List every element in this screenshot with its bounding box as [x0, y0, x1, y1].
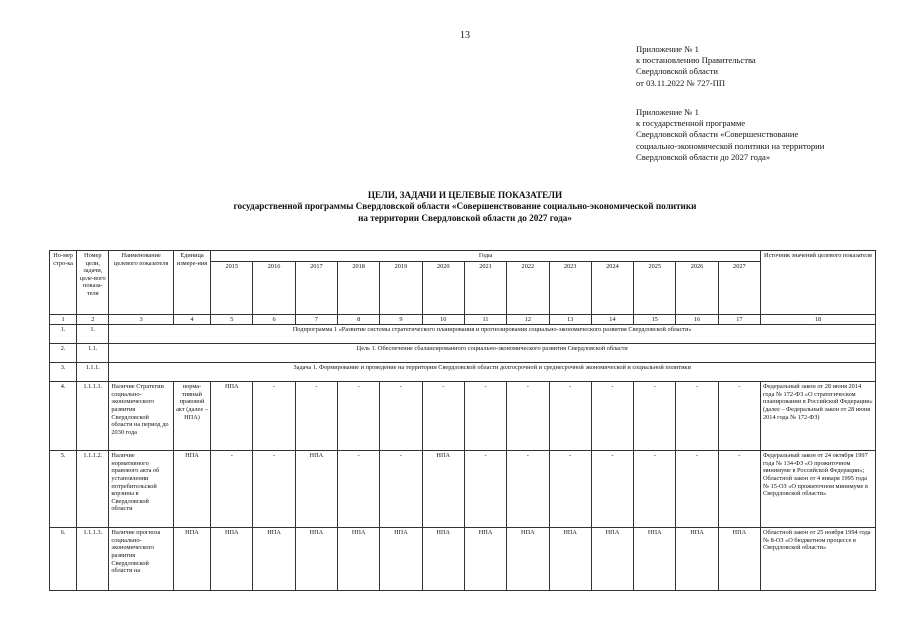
row-number: 3. — [50, 363, 77, 382]
header-year: 2024 — [591, 261, 633, 314]
year-value: - — [464, 382, 506, 451]
header-year: 2019 — [380, 261, 422, 314]
goals-indicators-table — [49, 250, 876, 591]
header-year: 2017 — [295, 261, 337, 314]
column-number-row — [50, 314, 876, 325]
subprogram-row — [50, 325, 876, 344]
year-value: - — [507, 451, 549, 528]
year-value: НПА — [549, 528, 591, 591]
goal-code: 1.1.1.3. — [77, 528, 109, 591]
header-year: 2015 — [211, 261, 253, 314]
header-source: Источник значений целевого показателя — [761, 251, 876, 315]
title-line: государственной программы Свердловской области «Совершенствование социально-экономической политики — [233, 201, 697, 212]
column-number: 18 — [761, 314, 876, 325]
column-number: 3 — [109, 314, 173, 325]
goal-code: 1.1.1.2. — [77, 451, 109, 528]
goal-code: 1.1. — [77, 344, 109, 363]
appendix-line: Свердловской области до 2027 года» — [636, 151, 771, 162]
column-number: 7 — [295, 314, 337, 325]
row-number: 2. — [50, 344, 77, 363]
table-row — [50, 528, 876, 591]
column-number: 11 — [464, 314, 506, 325]
task-row — [50, 363, 876, 382]
year-value: - — [718, 382, 760, 451]
header-year: 2016 — [253, 261, 295, 314]
year-value: НПА — [422, 528, 464, 591]
unit: норма-тивный правовой акт (далее – НПА) — [173, 382, 210, 451]
source-text: Областной закон от 25 ноября 1994 года № 8-ОЗ «О бюджетном процессе в Свердловской области» — [761, 528, 876, 591]
column-number: 1 — [50, 314, 77, 325]
year-value: НПА — [591, 528, 633, 591]
year-value: - — [634, 451, 676, 528]
appendix-line: Свердловской области — [636, 66, 719, 77]
goal-code: 1.1.1. — [77, 363, 109, 382]
year-value: НПА — [634, 528, 676, 591]
year-value: НПА — [507, 528, 549, 591]
year-value: - — [718, 451, 760, 528]
appendix-line: от 03.11.2022 № 727-ПП — [636, 77, 726, 88]
column-number: 17 — [718, 314, 760, 325]
appendix-line: Приложение № 1 — [636, 107, 699, 117]
subprogram-title: Подпрограмма 1 «Развитие системы стратегического планирования и прогнозирования социально-экономического развития Свердловской области» — [109, 325, 876, 344]
year-value: НПА — [718, 528, 760, 591]
header-years-group: Годы — [211, 251, 761, 262]
year-value: НПА — [380, 528, 422, 591]
year-value: НПА — [464, 528, 506, 591]
year-value: НПА — [253, 528, 295, 591]
goal-row — [50, 344, 876, 363]
year-value: - — [634, 382, 676, 451]
row-number: 6. — [50, 528, 77, 591]
source-text: Федеральный закон от 28 июня 2014 года № 172-ФЗ «О стратегическом планировании в Российской Федерации» (далее – Федеральный закон от 28 июня 2014 года № 172-ФЗ) — [761, 382, 876, 451]
year-value: - — [464, 451, 506, 528]
table-row — [50, 382, 876, 451]
header-year: 2022 — [507, 261, 549, 314]
column-number: 15 — [634, 314, 676, 325]
header-year: 2021 — [464, 261, 506, 314]
year-value: НПА — [295, 528, 337, 591]
task-title: Задача 1. Формирование и проведение на территории Свердловской области долгосрочной и среднесрочной экономической и социальной политики — [109, 363, 876, 382]
year-value: НПА — [338, 528, 380, 591]
unit: НПА — [173, 451, 210, 528]
column-number: 10 — [422, 314, 464, 325]
header-year: 2023 — [549, 261, 591, 314]
appendix-line: к государственной программе — [636, 118, 746, 129]
indicator-name: Наличие Стратегии социально-экономического развития Свердловской области на период до 2030 года — [109, 382, 173, 451]
year-value: - — [676, 451, 718, 528]
unit: НПА — [173, 528, 210, 591]
year-value: - — [338, 451, 380, 528]
header-indicator-name: Наименование целевого показателя — [109, 251, 173, 315]
column-number: 12 — [507, 314, 549, 325]
column-number: 4 — [173, 314, 210, 325]
appendix-line: к постановлению Правительства — [636, 55, 756, 66]
year-value: - — [295, 382, 337, 451]
year-value: - — [507, 382, 549, 451]
column-number: 14 — [591, 314, 633, 325]
appendix-resolution-reference — [636, 44, 756, 89]
document-title — [0, 190, 905, 224]
appendix-line: Свердловской области «Совершенствование — [636, 129, 799, 140]
year-value: НПА — [211, 528, 253, 591]
year-value: НПА — [422, 451, 464, 528]
year-value: - — [549, 382, 591, 451]
year-value: НПА — [676, 528, 718, 591]
header-year: 2020 — [422, 261, 464, 314]
goal-code: 1. — [77, 325, 109, 344]
header-year: 2026 — [676, 261, 718, 314]
header-row-number: Но-мер стро-ка — [50, 251, 77, 315]
year-value: - — [380, 451, 422, 528]
column-number: 8 — [338, 314, 380, 325]
source-text: Федеральный закон от 24 октября 1997 года № 134-ФЗ «О прожиточном минимуме в Российской Федерации»; Областной закон от 4 января 1995 года № 15-ОЗ «О прожиточном минимуме в Свердловской области» — [761, 451, 876, 528]
year-value: НПА — [295, 451, 337, 528]
goal-code: 1.1.1.1. — [77, 382, 109, 451]
year-value: НПА — [211, 382, 253, 451]
year-value: - — [380, 382, 422, 451]
title-line: на территории Свердловской области до 2027 года» — [358, 212, 572, 223]
year-value: - — [676, 382, 718, 451]
table-row — [50, 451, 876, 528]
header-year: 2025 — [634, 261, 676, 314]
appendix-program-reference — [636, 107, 824, 163]
year-value: - — [211, 451, 253, 528]
column-number: 16 — [676, 314, 718, 325]
header-year: 2018 — [338, 261, 380, 314]
row-number: 4. — [50, 382, 77, 451]
column-number: 13 — [549, 314, 591, 325]
indicator-name: Наличие нормативного правового акта об установлении потребительской корзины в Свердловской области — [109, 451, 173, 528]
appendix-line: социально-экономической политики на территории — [636, 140, 825, 151]
header-row — [50, 251, 876, 262]
indicator-name: Наличие прогноза социально-экономического развития Свердловской области на — [109, 528, 173, 591]
header-unit: Единица измере-ния — [173, 251, 210, 315]
year-value: - — [338, 382, 380, 451]
year-value: - — [422, 382, 464, 451]
header-year: 2027 — [718, 261, 760, 314]
row-number: 5. — [50, 451, 77, 528]
year-value: - — [591, 382, 633, 451]
header-goal-number: Номер цели, задачи, целе-вого показа-теля — [77, 251, 109, 315]
title-line: ЦЕЛИ, ЗАДАЧИ И ЦЕЛЕВЫЕ ПОКАЗАТЕЛИ — [367, 190, 563, 200]
row-number: 1. — [50, 325, 77, 344]
year-value: - — [591, 451, 633, 528]
column-number: 2 — [77, 314, 109, 325]
goal-title: Цель 1. Обеспечение сбалансированного социально-экономического развития Свердловской области — [109, 344, 876, 363]
year-value: - — [253, 451, 295, 528]
column-number: 6 — [253, 314, 295, 325]
year-value: - — [253, 382, 295, 451]
page-number: 13 — [460, 30, 470, 41]
appendix-line: Приложение № 1 — [636, 44, 699, 54]
column-number: 5 — [211, 314, 253, 325]
year-value: - — [549, 451, 591, 528]
column-number: 9 — [380, 314, 422, 325]
